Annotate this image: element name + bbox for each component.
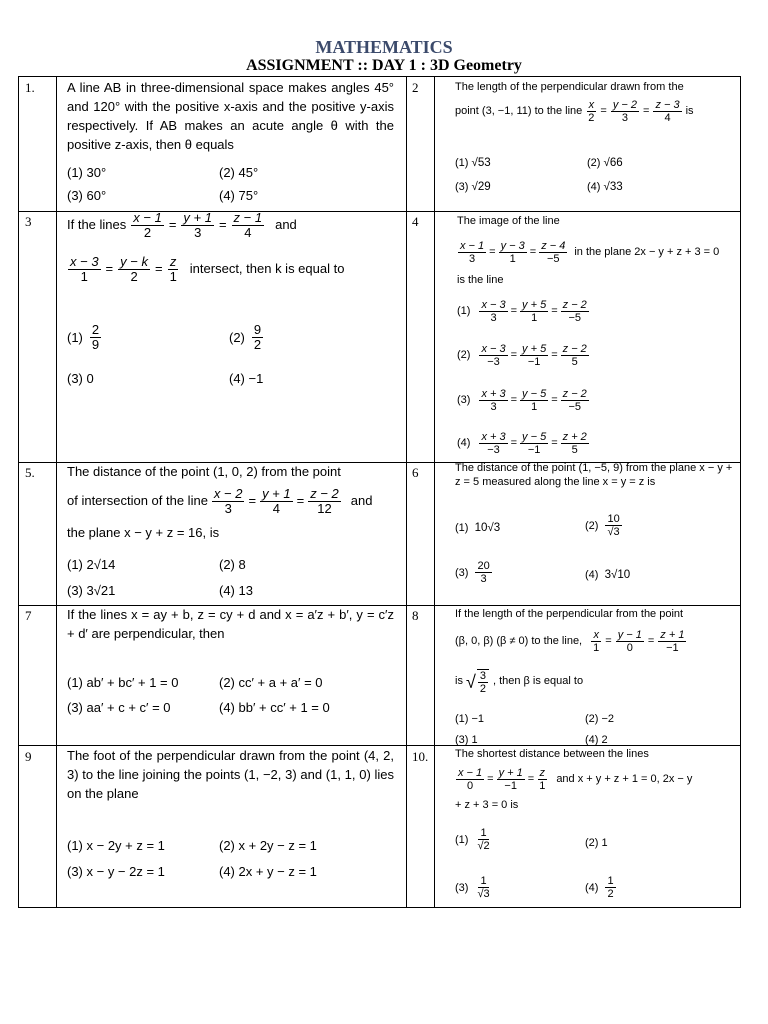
question-number: 10.	[412, 749, 429, 764]
question-equation-line: If the lines $\frac{x - 1}{2}$ = $\frac{y + 1}{3}$ = $\frac{z - 1}{4}$ and	[67, 210, 297, 241]
question-number: 1.	[25, 80, 35, 95]
option: (2) 8	[219, 557, 246, 572]
question-number: 2	[412, 80, 419, 95]
question-equation-line: point (3, −1, 11) to the line $\frac{x}{2}$ = $\frac{y - 2}{3}$ = $\frac{z - 3}{4}$ is	[455, 99, 694, 125]
question-number: 6	[412, 465, 419, 480]
option: (2) √66	[587, 157, 623, 169]
option: (4) 3√10	[585, 569, 631, 581]
question-text: The length of the perpendicular drawn from the	[455, 81, 684, 93]
question-number: 3	[25, 214, 32, 229]
option: (1) 30°	[67, 165, 107, 180]
option: (1) −1	[455, 713, 485, 725]
fraction: $\frac{x - 1}{2}$	[133, 210, 162, 241]
fraction: $\frac{z}{1}$	[169, 254, 177, 285]
question-text: If the length of the perpendicular from the point	[455, 608, 684, 620]
option: (2) $\frac{x - 3}{-3}$ = $\frac{y + 5}{-1}$ = $\frac{z - 2}{5}$	[457, 343, 587, 369]
question-text: A line AB in three-dimensional space makes angles 45° and 120° with the positive x-axis and the positive y-axis respectively. If AB makes an acute angle θ with the positive z-axis, then θ equals	[67, 80, 394, 152]
option: (3) aa′ + c + c′ = 0	[67, 700, 171, 715]
grid-divider	[406, 77, 407, 907]
question-text: The shortest distance between the lines	[455, 748, 649, 760]
assignment-subtitle: ASSIGNMENT :: DAY 1 : 3D Geometry	[246, 57, 522, 74]
option: (3) 0	[67, 371, 94, 386]
option: (4) 2	[585, 734, 608, 746]
question-text: The image of the line	[457, 215, 560, 227]
option: (3) √29	[455, 181, 491, 193]
fraction: $\frac{y - k}{2}$	[120, 254, 148, 285]
option: (1) $\frac{2}{9}$	[67, 322, 100, 353]
option: (1) x − 2y + z = 1	[67, 838, 165, 853]
fraction: $\frac{y - 2}{3}$	[612, 99, 638, 125]
option: (4) 75°	[219, 188, 259, 203]
option: (2) cc′ + a + a′ = 0	[219, 675, 323, 690]
grid-divider	[19, 745, 740, 746]
option: (2) $\frac{9}{2}$	[229, 322, 262, 353]
question-grid	[18, 76, 741, 908]
option: (3) $\frac{1}{√3}$	[455, 875, 490, 901]
option: (3) 60°	[67, 188, 107, 203]
question-equation-line: $\frac{x - 3}{1}$ = $\frac{y - k}{2}$ = $\frac{z}{1}$ intersect, then k is equal to	[70, 254, 345, 285]
option: (2) $\frac{10}{√3}$	[585, 513, 620, 539]
option: (4) √33	[587, 181, 623, 193]
grid-divider	[56, 77, 57, 907]
question-text: If the lines x = ay + b, z = cy + d and x = a′z + b′, y = c′z + d′ are perpendicular, then	[67, 607, 394, 641]
option: (2) x + 2y − z = 1	[219, 838, 317, 853]
question-text: + z + 3 = 0 is	[455, 799, 519, 811]
option: (4) $\frac{x + 3}{-3}$ = $\frac{y - 5}{-1}$ = $\frac{z + 2}{5}$	[457, 431, 587, 457]
option: (2) 1	[585, 837, 608, 849]
question-equation-line: is √ $\frac{3}{2}$ , then β is equal to	[455, 670, 584, 696]
option: (1) 2√14	[67, 557, 116, 572]
question-number: 7	[25, 608, 32, 623]
option: (3) $\frac{20}{3}$	[455, 560, 490, 586]
option: (2) −2	[585, 713, 615, 725]
fraction: $\frac{x - 3}{1}$	[70, 254, 99, 285]
question-equation-line: $\frac{x - 1}{3}$ = $\frac{y - 3}{1}$ = $\frac{z - 4}{-5}$ in the plane 2x − y + z + 3 = 0	[460, 240, 720, 266]
option: (3) x − y − 2z = 1	[67, 864, 165, 879]
question-equation-line: (β, 0, β) (β ≠ 0) to the line, $\frac{x}{1}$ = $\frac{y - 1}{0}$ = $\frac{z + 1}{-1}$	[455, 629, 685, 655]
question-number: 8	[412, 608, 419, 623]
option: (4) 2x + y − z = 1	[219, 864, 317, 879]
option: (1) √53	[455, 157, 491, 169]
question-text: The distance of the point (1, −5, 9) from the plane x − y + z = 5 measured along the line x = y = z is	[455, 462, 733, 489]
question-text: The foot of the perpendicular drawn from the point (4, 2, 3) to the line joining the points (1, −2, 3) and (1, 1, 0) lies on the plane	[67, 748, 394, 801]
fraction: $\frac{z - 3}{4}$	[655, 99, 680, 125]
option: (1) $\frac{1}{√2}$	[455, 827, 490, 853]
question-equation-line: $\frac{x - 1}{0}$ = $\frac{y + 1}{-1}$ = $\frac{z}{1}$ and x + y + z + 1 = 0, 2x − y	[458, 767, 693, 793]
option: (4) −1	[229, 371, 264, 386]
fraction: $\frac{y + 1}{3}$	[183, 210, 212, 241]
question-number: 9	[25, 749, 32, 764]
grid-divider	[434, 77, 435, 907]
question-equation-line: of intersection of the line $\frac{x - 2}{3}$ = $\frac{y + 1}{4}$ = $\frac{z - 2}{12}$ and	[67, 486, 373, 517]
fraction: $\frac{z - 1}{4}$	[233, 210, 263, 241]
option: (4) 13	[219, 583, 253, 598]
question-text: is the line	[457, 274, 504, 286]
option: (3) $\frac{x + 3}{3}$ = $\frac{y - 5}{1}$ = $\frac{z - 2}{-5}$	[457, 388, 587, 414]
page-title: MATHEMATICS	[315, 37, 453, 57]
option: (1) ab′ + bc′ + 1 = 0	[67, 675, 179, 690]
option: (2) 45°	[219, 165, 259, 180]
option: (3) 3√21	[67, 583, 116, 598]
question-text: the plane x − y + z = 16, is	[67, 525, 220, 540]
option: (1) $\frac{x - 3}{3}$ = $\frac{y + 5}{1}$ = $\frac{z - 2}{-5}$	[457, 299, 587, 325]
option: (1) 10√3	[455, 522, 501, 534]
fraction: $\frac{x}{2}$	[588, 99, 595, 125]
option: (3) 1	[455, 734, 478, 746]
option: (4) $\frac{1}{2}$	[585, 875, 614, 901]
question-number: 5.	[25, 465, 35, 480]
question-text: point (3, −1, 11) to the line	[455, 104, 583, 117]
option: (4) bb′ + cc′ + 1 = 0	[219, 700, 330, 715]
question-text: The distance of the point (1, 0, 2) from the point	[67, 464, 341, 479]
question-number: 4	[412, 214, 419, 229]
